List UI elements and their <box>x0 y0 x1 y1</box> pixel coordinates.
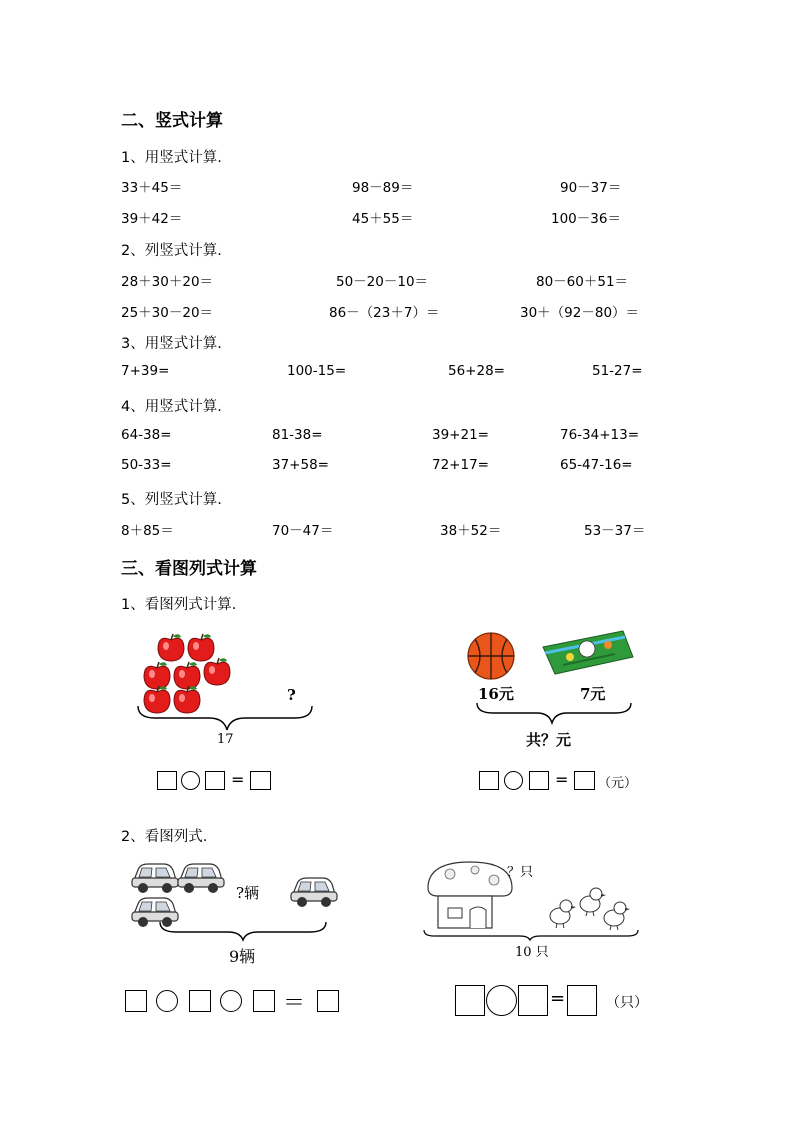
expression: 81-38= <box>272 427 323 443</box>
apple-icon <box>144 686 170 713</box>
expression: 38＋52＝ <box>440 523 502 539</box>
expression: 50－20－10＝ <box>336 274 429 290</box>
question-label-3-2: 2、看图列式. <box>121 829 208 845</box>
answer-box[interactable] <box>250 771 271 790</box>
car-icon <box>132 898 178 927</box>
expression: 80－60＋51＝ <box>536 274 629 290</box>
section-title-2: 二、竖式计算 <box>121 111 223 131</box>
section-title-3: 三、看图列式计算 <box>121 559 257 579</box>
answer-box[interactable] <box>518 985 548 1016</box>
mushroom-house-icon <box>428 862 512 928</box>
equals-sign: ＝ <box>283 991 306 1016</box>
total-brace <box>160 922 326 940</box>
chick-icon <box>604 902 630 930</box>
answer-box[interactable] <box>205 771 225 790</box>
apple-icon <box>144 662 170 689</box>
answer-box[interactable] <box>157 771 177 790</box>
unit-label: （元） <box>598 776 638 791</box>
operator-circle[interactable] <box>181 771 200 790</box>
chick-icon <box>580 888 606 916</box>
cars-question: ?辆 <box>236 884 260 902</box>
answer-box[interactable] <box>317 990 339 1012</box>
chick-icon <box>550 900 576 928</box>
expression: 86－（23＋7）＝ <box>329 305 440 321</box>
total-brace <box>477 703 631 723</box>
equals-sign: = <box>550 988 566 1009</box>
expression: 98－89＝ <box>352 180 414 196</box>
question-label-3-1: 1、看图列式计算. <box>121 597 237 613</box>
expression: 100-15= <box>287 363 347 379</box>
expression: 50-33= <box>121 457 172 473</box>
operator-circle[interactable] <box>486 985 517 1016</box>
expression: 28＋30＋20＝ <box>121 274 214 290</box>
apple-icon <box>174 662 200 689</box>
answer-box[interactable] <box>455 985 485 1016</box>
expression: 100－36＝ <box>551 211 621 227</box>
car-icon <box>132 864 178 893</box>
expression: 8＋85＝ <box>121 523 174 539</box>
expression: 33＋45＝ <box>121 180 183 196</box>
question-label-5: 5、列竖式计算. <box>121 492 222 508</box>
answer-box[interactable] <box>125 990 147 1012</box>
basketball-price: 16元 <box>478 685 514 703</box>
total-question: 共？元 <box>526 731 572 749</box>
apples-illustration <box>135 628 315 728</box>
answer-box[interactable] <box>567 985 597 1016</box>
answer-box[interactable] <box>574 771 595 790</box>
expression: 56+28= <box>448 363 505 379</box>
price-illustration <box>465 627 645 737</box>
expression: 90－37＝ <box>560 180 622 196</box>
expression: 64-38= <box>121 427 172 443</box>
answer-box[interactable] <box>479 771 499 790</box>
apple-group <box>144 634 230 713</box>
total-brace <box>424 930 638 940</box>
question-label-3: 3、用竖式计算. <box>121 336 222 352</box>
car-icon <box>291 878 337 907</box>
question-label-4: 4、用竖式计算. <box>121 399 222 415</box>
expression: 39＋42＝ <box>121 211 183 227</box>
expression: 72+17= <box>432 457 489 473</box>
expression: 45＋55＝ <box>352 211 414 227</box>
pencil-box-icon <box>543 631 633 674</box>
question-label-1: 1、用竖式计算. <box>121 150 222 166</box>
operator-circle[interactable] <box>220 990 242 1012</box>
operator-circle[interactable] <box>156 990 178 1012</box>
apples-question-mark: ? <box>287 686 296 704</box>
answer-box[interactable] <box>253 990 275 1012</box>
chicks-question: ？只 <box>507 865 534 880</box>
expression: 65-47-16= <box>560 457 633 473</box>
expression: 30＋（92－80）＝ <box>520 305 640 321</box>
unit-label: （只） <box>606 995 648 1011</box>
apple-icon <box>188 634 214 661</box>
expression: 53－37＝ <box>584 523 646 539</box>
expression: 39+21= <box>432 427 489 443</box>
chicks-total: 10 只 <box>515 945 549 960</box>
apple-icon <box>204 658 230 685</box>
apples-total: 17 <box>217 732 234 747</box>
expression: 76-34+13= <box>560 427 640 443</box>
expression: 51-27= <box>592 363 643 379</box>
pencil-box-price: 7元 <box>580 685 606 703</box>
expression: 70－47＝ <box>272 523 334 539</box>
operator-circle[interactable] <box>504 771 523 790</box>
equals-sign: = <box>555 770 569 789</box>
cars-total: 9辆 <box>229 947 256 966</box>
answer-box[interactable] <box>529 771 549 790</box>
apple-icon <box>174 686 200 713</box>
expression: 7+39= <box>121 363 170 379</box>
basketball-icon <box>468 633 514 679</box>
equals-sign: = <box>231 770 245 789</box>
apple-icon <box>158 634 184 661</box>
car-icon <box>178 864 224 893</box>
expression: 37+58= <box>272 457 329 473</box>
cars-illustration <box>130 856 340 946</box>
question-label-2: 2、列竖式计算. <box>121 243 222 259</box>
expression: 25＋30－20＝ <box>121 305 214 321</box>
answer-box[interactable] <box>189 990 211 1012</box>
